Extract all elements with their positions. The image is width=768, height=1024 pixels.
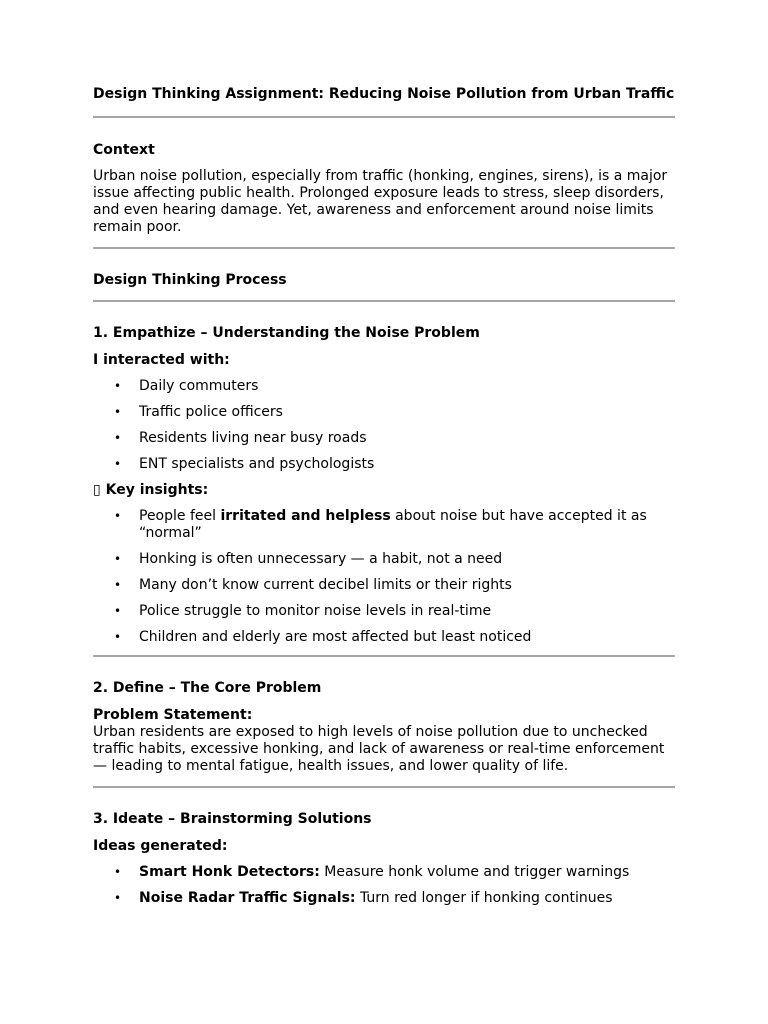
insights-label: Key insights:: [105, 481, 209, 498]
list-item: • Smart Honk Detectors: Measure honk volume and trigger warnings: [93, 864, 675, 881]
list-item: • Police struggle to monitor noise levels in real-time: [93, 603, 675, 620]
list-item: • Many don’t know current decibel limits or their rights: [93, 577, 675, 594]
context-body: Urban noise pollution, especially from traffic (honking, engines, sirens), is a major issue affecting public health. Prolonged exposure leads to stress, sleep disorders, and even hearing damage. Yet, awareness and enforcement around noise limits remain poor.: [93, 167, 668, 235]
define-heading: 2. Define – The Core Problem: [93, 679, 322, 696]
document-page: [93, 86, 675, 916]
problem-statement-body: Urban residents are exposed to high levels of noise pollution due to unchecked traffic habits, excessive honking, and lack of awareness or real-time enforcement — leading to mental fatigue, health issues, and lower quality of life.: [93, 723, 665, 774]
insights-heading: [93, 482, 675, 499]
list-item: • ENT specialists and psychologists: [93, 456, 675, 473]
interacted-list: [93, 378, 675, 473]
ideas-label: Ideas generated:: [93, 837, 228, 854]
process-heading: Design Thinking Process: [93, 271, 287, 288]
insights-icon: ▯: [93, 481, 101, 498]
list-item: • People feel irritated and helpless about noise but have accepted it as “normal”: [93, 508, 675, 542]
document-title: Design Thinking Assignment: Reducing Noise Pollution from Urban Traffic: [93, 86, 675, 102]
list-item: • Honking is often unnecessary — a habit, not a need: [93, 551, 675, 568]
insights-list: [93, 508, 675, 646]
context-heading: Context: [93, 141, 155, 158]
list-item: • Noise Radar Traffic Signals: Turn red longer if honking continues: [93, 890, 675, 907]
interacted-label: I interacted with:: [93, 351, 230, 368]
problem-statement-label: Problem Statement:: [93, 706, 253, 723]
ideate-heading: 3. Ideate – Brainstorming Solutions: [93, 810, 372, 827]
list-item: • Traffic police officers: [93, 404, 675, 421]
list-item: • Children and elderly are most affected but least noticed: [93, 629, 675, 646]
list-item: • Daily commuters: [93, 378, 675, 395]
empathize-heading: 1. Empathize – Understanding the Noise Problem: [93, 324, 480, 341]
list-item: • Residents living near busy roads: [93, 430, 675, 447]
ideas-list: [93, 864, 675, 907]
